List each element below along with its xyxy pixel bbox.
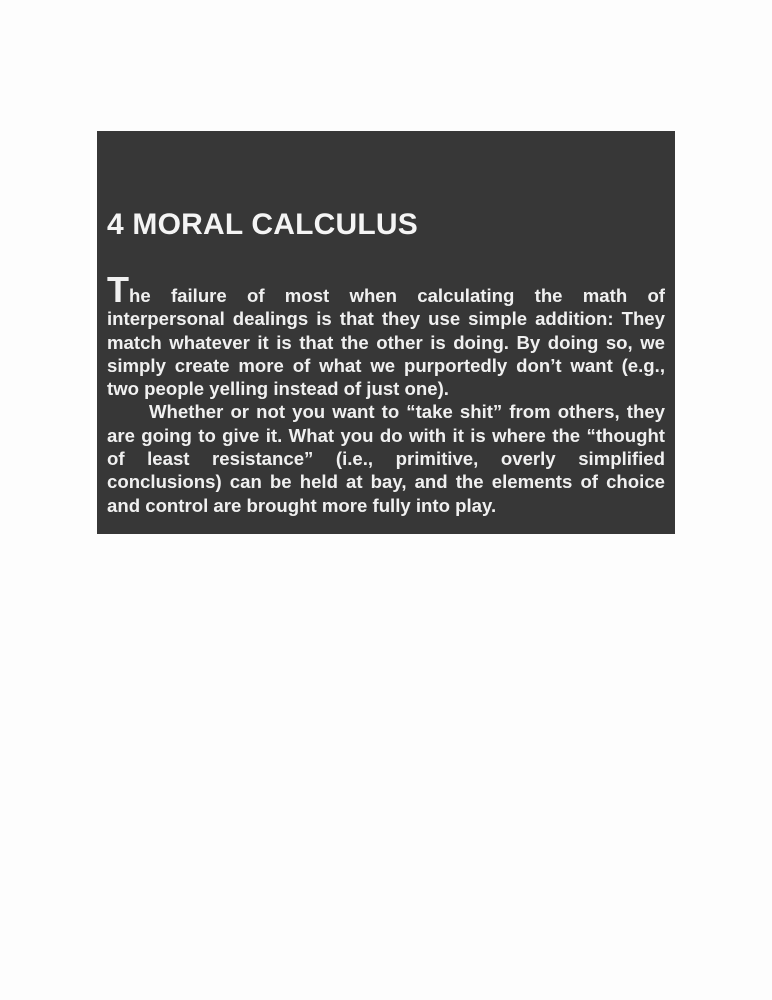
chapter-title: 4 MORAL CALCULUS	[107, 208, 418, 241]
drop-cap: T	[107, 269, 129, 310]
paragraph-2: Whether or not you want to “take shit” from others, they are going to give it. What you do with it is where the “thought of least resistance” (i.e., primitive, overly simplified conclusions) can be held at bay, and the elements of choice and control are brought more fully into play.	[107, 401, 665, 516]
chapter-body	[107, 269, 665, 517]
paragraph-1	[107, 269, 665, 400]
chapter-panel	[97, 131, 675, 534]
paragraph-1-text: he failure of most when calculating the math of interpersonal dealings is that they use simple addition: They match whatever it is that the other is doing. By doing so, we simply create more of what we purportedly don’t want (e.g., two people yelling instead of just one).	[107, 285, 665, 400]
